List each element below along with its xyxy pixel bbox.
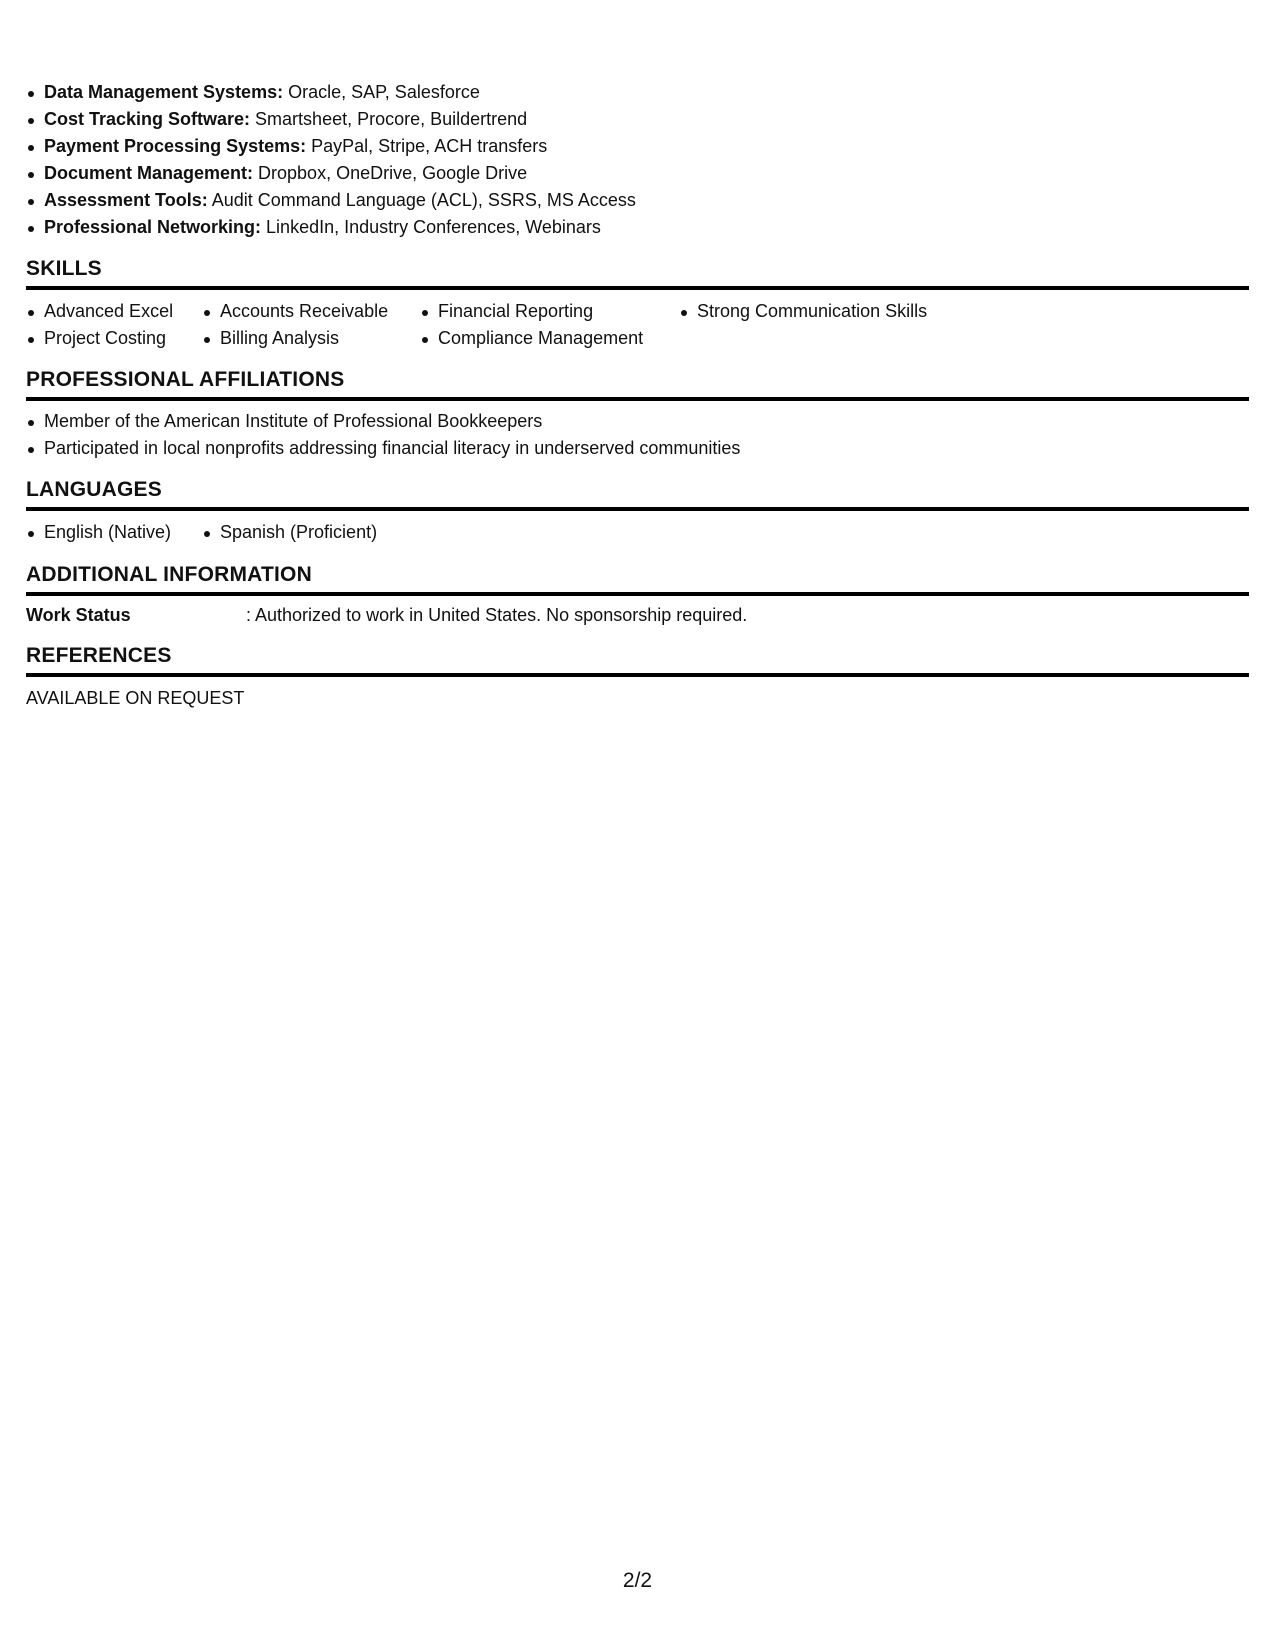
work-status-row (26, 602, 1249, 629)
tools-list (26, 79, 636, 241)
affiliations-heading: PROFESSIONAL AFFILIATIONS (26, 367, 1249, 401)
tool-label: Document Management: (44, 163, 254, 183)
skills-column (420, 298, 679, 352)
affiliations-list (26, 408, 1249, 462)
languages-column (26, 519, 202, 546)
work-status-label: Work Status (26, 605, 131, 625)
skill-item: Compliance Management (420, 325, 679, 352)
list-item (26, 79, 636, 106)
skills-column (202, 298, 420, 352)
languages-heading: LANGUAGES (26, 477, 1249, 511)
skill-item: Project Costing (26, 325, 202, 352)
tool-value: LinkedIn, Industry Conferences, Webinars (261, 217, 601, 237)
additional-info-heading: ADDITIONAL INFORMATION (26, 562, 1249, 596)
work-status-value: : Authorized to work in United States. No sponsorship required. (246, 605, 748, 625)
list-item: Member of the American Institute of Professional Bookkeepers (26, 408, 1249, 435)
list-item (26, 133, 636, 160)
tool-value: PayPal, Stripe, ACH transfers (306, 136, 548, 156)
list-item (26, 187, 636, 214)
list-item (26, 106, 636, 133)
references-heading: REFERENCES (26, 643, 1249, 677)
tool-value: Dropbox, OneDrive, Google Drive (253, 163, 528, 183)
tool-label: Data Management Systems: (44, 82, 284, 102)
tool-value: Smartsheet, Procore, Buildertrend (250, 109, 528, 129)
list-item (26, 214, 636, 241)
list-item (26, 160, 636, 187)
skill-item: Advanced Excel (26, 298, 202, 325)
tool-label: Professional Networking: (44, 217, 262, 237)
list-item: Participated in local nonprofits addressing financial literacy in underserved communities (26, 435, 1249, 462)
skill-item: Strong Communication Skills (679, 298, 979, 325)
skills-column (26, 298, 202, 352)
skills-heading: SKILLS (26, 256, 1249, 290)
skills-column (679, 298, 979, 352)
skill-item: Accounts Receivable (202, 298, 420, 325)
skill-item: Billing Analysis (202, 325, 420, 352)
languages-column (202, 519, 420, 546)
language-item: English (Native) (26, 519, 202, 546)
page-number: 2/2 (622, 1569, 653, 1592)
language-item: Spanish (Proficient) (202, 519, 420, 546)
tool-value: Audit Command Language (ACL), SSRS, MS Access (207, 190, 636, 210)
tool-value: Oracle, SAP, Salesforce (283, 82, 480, 102)
references-text: AVAILABLE ON REQUEST (26, 688, 245, 708)
skill-item: Financial Reporting (420, 298, 679, 325)
languages-list (26, 519, 1249, 546)
tool-label: Payment Processing Systems: (44, 136, 307, 156)
tool-label: Cost Tracking Software: (44, 109, 251, 129)
tool-label: Assessment Tools: (44, 190, 208, 210)
skills-grid (26, 298, 1249, 352)
